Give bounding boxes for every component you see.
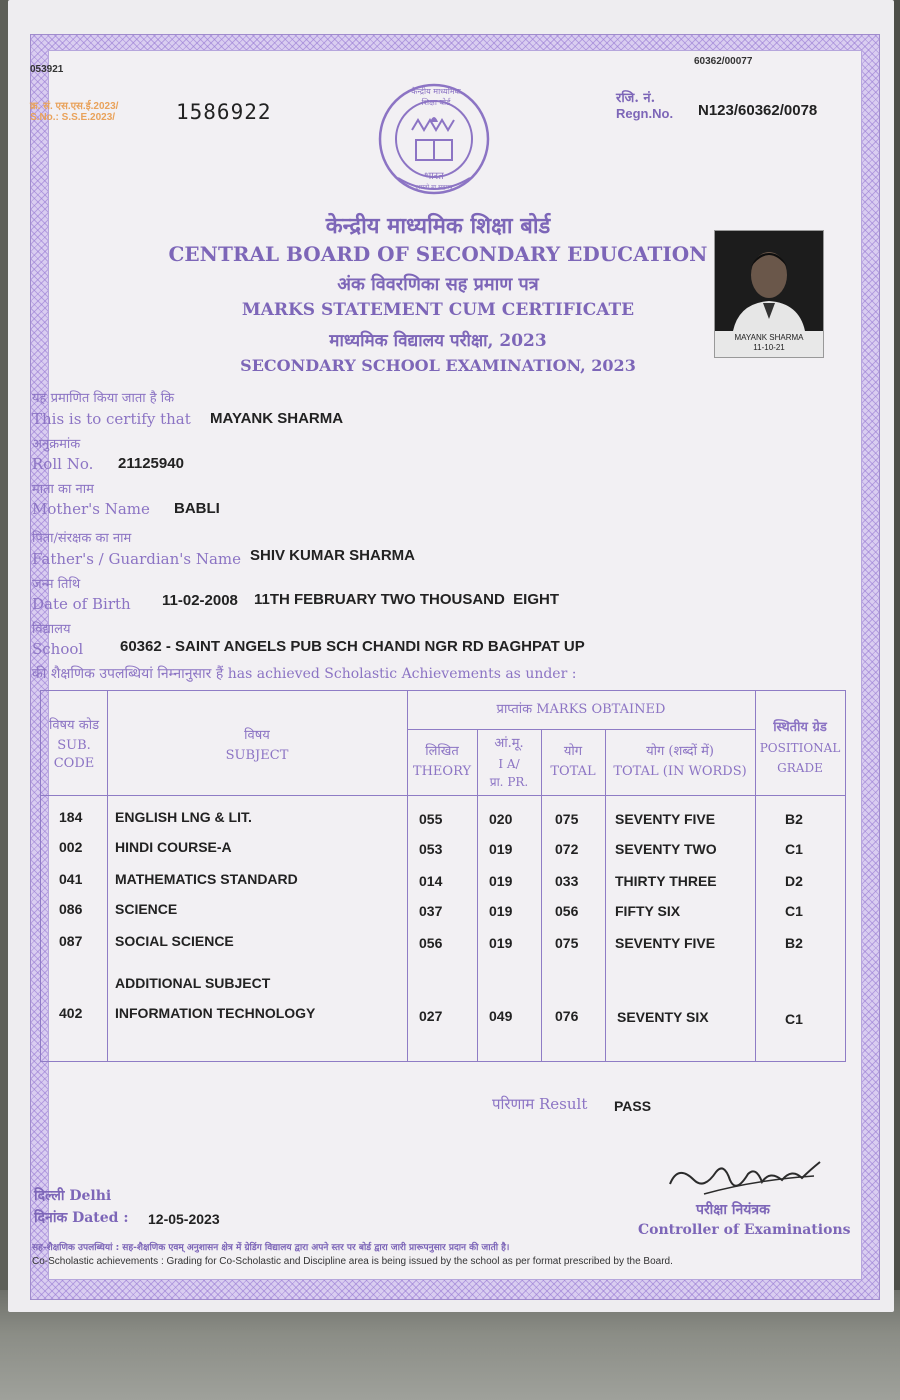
subject-name: MATHEMATICS STANDARD <box>115 871 298 887</box>
header-total-english: TOTAL <box>550 764 596 779</box>
regn-label-hindi: रजि. नं. <box>616 91 656 106</box>
exam-title-hindi: माध्यमिक विद्यालय परीक्षा, 2023 <box>329 331 547 351</box>
total-in-words: SEVENTY FIVE <box>615 935 716 951</box>
subject-code: 002 <box>59 839 83 855</box>
student-name: MAYANK SHARMA <box>210 410 344 427</box>
subject-name: ENGLISH LNG & LIT. <box>115 809 252 825</box>
marks-table <box>40 690 846 1062</box>
ia-marks: 019 <box>489 873 513 889</box>
subject-name: SOCIAL SCIENCE <box>115 933 234 949</box>
achieved-line-hindi: की शैक्षणिक उपलब्धियां निम्नानुसार हैं <box>32 666 224 682</box>
header-grade-grade: GRADE <box>777 761 823 775</box>
dob-label-hindi: जन्म तिथि <box>32 577 81 592</box>
subject-name: SCIENCE <box>115 901 178 917</box>
subject-code: 184 <box>59 809 83 825</box>
photo-caption-date: 11-10-21 <box>753 343 785 352</box>
theory-marks: 014 <box>419 873 443 889</box>
roll-label-english: Roll No. <box>32 455 94 473</box>
footnote-hindi: सह-शैक्षणिक उपलब्धियां : सह-शैक्षणिक एवम् अनुशासन क्षेत्र में ग्रेडिंग विद्यालय द्वारा अपने स्तर पर बोर्ड द्वारा जारी प्रारूपनुसार प्रदान की जाती है। <box>32 1243 510 1253</box>
school-label-english: School <box>32 640 84 658</box>
logo-bharat: भारत <box>424 171 444 182</box>
footnote-english: Co-Scholastic achievements : Grading for Co-Scholastic and Discipline area is being issued by the school as per format prescribed by the Board. <box>32 1256 673 1267</box>
ia-marks: 019 <box>489 841 513 857</box>
board-name-english: CENTRAL BOARD OF SECONDARY EDUCATION <box>168 242 708 266</box>
total-marks: 075 <box>555 811 579 827</box>
school-name: 60362 - SAINT ANGELS PUB SCH CHANDI NGR RD BAGHPAT UP <box>120 638 585 655</box>
theory-marks: 053 <box>419 841 443 857</box>
mother-label-hindi: माता का नाम <box>32 482 94 497</box>
additional-words: SEVENTY SIX <box>617 1009 709 1025</box>
student-portrait-icon <box>715 231 823 331</box>
student-photo <box>714 230 824 358</box>
header-grade-hindi: स्थितीय ग्रेड <box>773 720 827 735</box>
roll-number: 21125940 <box>118 455 184 472</box>
top-left-code: 053921 <box>30 64 64 75</box>
positional-grade: D2 <box>785 873 803 889</box>
father-label-english: Father's / Guardian's Name <box>32 550 241 568</box>
positional-grade: C1 <box>785 903 803 919</box>
total-in-words: SEVENTY TWO <box>615 841 717 857</box>
controller-hindi: परीक्षा नियंत्रक <box>696 1202 770 1218</box>
positional-grade: B2 <box>785 935 803 951</box>
mother-name: BABLI <box>174 500 220 517</box>
header-theory-hindi: लिखित <box>425 744 459 759</box>
header-subject-english: SUBJECT <box>225 748 289 763</box>
header-marks-obtained <box>407 701 755 719</box>
certify-label-hindi: यह प्रमाणित किया जाता है कि <box>32 391 175 406</box>
additional-ia: 049 <box>489 1008 513 1024</box>
dob-in-words: 11TH FEBRUARY TWO THOUSAND EIGHT <box>254 591 560 608</box>
result-value: PASS <box>614 1098 652 1114</box>
place-delhi: दिल्ली Delhi <box>34 1188 112 1204</box>
header-code-code: CODE <box>53 756 95 771</box>
dated-label: दिनांक Dated : <box>34 1210 129 1226</box>
certificate-sheet <box>8 0 894 1312</box>
header-subject-hindi: विषय <box>244 728 270 743</box>
father-label-hindi: पिता/संरक्षक का नाम <box>32 531 132 546</box>
header-code-hindi: विषय कोड <box>48 718 100 733</box>
header-words-english: TOTAL (IN WORDS) <box>613 764 747 779</box>
subject-name: HINDI COURSE-A <box>115 839 232 855</box>
positional-grade: C1 <box>785 841 803 857</box>
additional-total: 076 <box>555 1008 579 1024</box>
roll-label-hindi: अनुक्रमांक <box>32 437 81 452</box>
header-total-hindi: योग <box>563 744 583 759</box>
header-words-hindi: योग (शब्दों में) <box>646 744 714 759</box>
total-in-words: FIFTY SIX <box>615 903 681 919</box>
certify-label-english: This is to certify that <box>32 410 191 428</box>
header-code-sub: SUB. <box>57 738 91 753</box>
logo-arc-text: केन्द्रीय माध्यमिक शिक्षा बोर्ड <box>411 87 461 107</box>
total-marks: 056 <box>555 903 579 919</box>
mother-label-english: Mother's Name <box>32 500 150 518</box>
header-marks-english: MARKS OBTAINED <box>536 702 666 717</box>
header-ia-practical: प्रा. PR. <box>489 775 529 789</box>
header-grade-positional: POSITIONAL <box>759 741 841 755</box>
cbse-logo <box>372 82 496 196</box>
dob-label-english: Date of Birth <box>32 595 131 613</box>
header-ia-hindi: आं.मू. <box>494 736 524 751</box>
subject-code: 087 <box>59 933 83 949</box>
header-theory-english: THEORY <box>412 764 472 779</box>
header-marks-hindi: प्राप्तांक <box>496 702 533 717</box>
serial-number: 1586922 <box>176 100 272 124</box>
subject-code: 041 <box>59 871 83 887</box>
additional-grade: C1 <box>785 1011 803 1027</box>
regn-number: N123/60362/0078 <box>698 102 818 119</box>
achieved-line-english: has achieved Scholastic Achievements as under : <box>227 666 577 682</box>
total-in-words: SEVENTY FIVE <box>615 811 716 827</box>
certificate-title-hindi: अंक विवरणिका सह प्रमाण पत्र <box>337 274 539 295</box>
theory-marks: 056 <box>419 935 443 951</box>
total-marks: 072 <box>555 841 579 857</box>
additional-code: 402 <box>59 1005 83 1021</box>
additional-subject-name: INFORMATION TECHNOLOGY <box>115 1005 316 1021</box>
top-right-code: 60362/00077 <box>694 56 753 67</box>
serial-prefix-hindi: क्र. सं. एस.एस.ई.2023/ <box>30 101 119 112</box>
header-ia-english: I A/ <box>498 757 520 771</box>
photo-caption-name: MAYANK SHARMA <box>734 333 804 342</box>
regn-label-english: Regn.No. <box>616 106 674 121</box>
ia-marks: 019 <box>489 903 513 919</box>
school-label-hindi: विद्यालय <box>32 622 71 637</box>
total-marks: 033 <box>555 873 579 889</box>
serial-prefix-english: S.No.: S.S.E.2023/ <box>30 112 116 123</box>
total-marks: 075 <box>555 935 579 951</box>
dob-value: 11-02-2008 <box>162 592 238 609</box>
theory-marks: 037 <box>419 903 443 919</box>
total-in-words: THIRTY THREE <box>615 873 717 889</box>
father-name: SHIV KUMAR SHARMA <box>250 547 415 564</box>
exam-title-english: SECONDARY SCHOOL EXAMINATION, 2023 <box>240 356 636 375</box>
positional-grade: B2 <box>785 811 803 827</box>
certificate-title-english: MARKS STATEMENT CUM CERTIFICATE <box>241 300 635 320</box>
theory-marks: 055 <box>419 811 443 827</box>
ia-marks: 019 <box>489 935 513 951</box>
ia-marks: 020 <box>489 811 513 827</box>
additional-theory: 027 <box>419 1008 443 1024</box>
logo-motto: असतो मा सद्गमय <box>415 184 453 191</box>
board-name-hindi: केन्द्रीय माध्यमिक शिक्षा बोर्ड <box>325 213 551 239</box>
controller-english: Controller of Examinations <box>638 1222 851 1238</box>
additional-subject-label: ADDITIONAL SUBJECT <box>115 975 271 991</box>
achieved-line <box>32 664 576 683</box>
subject-code: 086 <box>59 901 83 917</box>
issue-date: 12-05-2023 <box>148 1211 220 1227</box>
result-label: परिणाम Result <box>492 1095 588 1113</box>
